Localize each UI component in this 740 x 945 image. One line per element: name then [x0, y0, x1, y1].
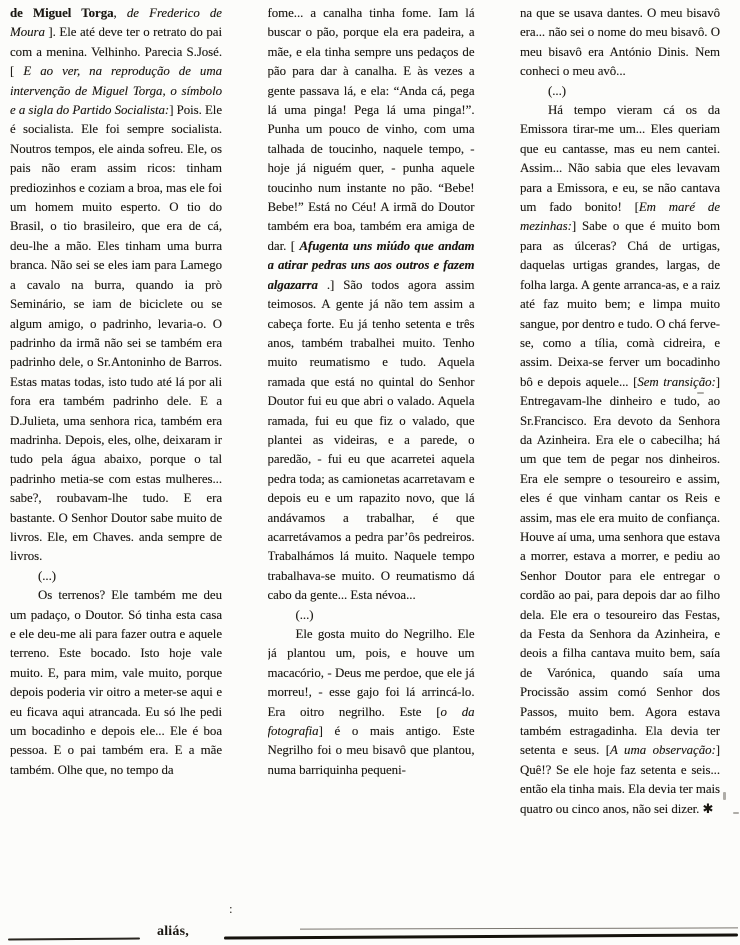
text-run-normal: (...) — [548, 83, 567, 98]
stray-colon-mark: : — [229, 901, 233, 916]
text-run-italic: de Frederico de Moura — [10, 6, 222, 40]
paragraph — [10, 4, 222, 567]
text-run-normal: na que se usava dantes. O meu bisavô era... não sei o nome do meu bisavô. O meu bisavô era António Dinis. Nem conheci o meu avô... — [520, 6, 720, 79]
text-run-normal: Os terrenos? Ele também me deu um padaço, o Doutor. Só tinha esta casa e ele deu-me ali para fazer outra e aquele terreno. Este bocado. Isto hoje vale muito. E, para mim, vale muito, porque depois poderia vir oitro a meter-se aqui e eu ficava aqui atrancada. Eu só lhe pedi um bocadinho e depois ele... Ele é boa pessoa. E o pai também era. E a mãe também. Olhe que, no tempo da — [10, 588, 222, 777]
text-run-italic: Sem transição: — [637, 374, 716, 389]
paragraph — [520, 82, 720, 101]
text-run-normal: Ele gosta muito do Negrilho. Ele já plantou um, pois, e houve um macacório, - Deus me perdoe, que ele já morreu!, - esse gajo foi lá arrincá-lo. Era oitro negrilho. Este [ — [267, 627, 475, 719]
footer-thin-rule — [300, 927, 738, 929]
text-run-bolditalic: Afugenta uns miúdo que andam a atirar pedras uns aos outros e fazem algazarra — [267, 238, 475, 292]
text-column-3 — [520, 4, 720, 916]
scan-speck — [723, 792, 726, 800]
text-run-normal: Há tempo vieram cá os da Emissora tirar-me um... Eles queriam que eu cantasse, mas eu nem cantei. Assim... Não sabia que eles levavam para a Emissora, e eu, se não cantava um fado bonito! [ — [520, 103, 720, 215]
text-run-italic: A uma observação: — [609, 743, 716, 758]
text-run-normal: , — [113, 6, 127, 20]
scan-speck — [733, 812, 739, 814]
text-run-italic: o da fotografia — [267, 704, 475, 739]
paragraph — [268, 606, 475, 625]
footer-label: aliás, — [157, 924, 189, 939]
text-column-2 — [268, 4, 475, 916]
footer-short-rule — [8, 938, 140, 941]
text-run-normal: .] São todos agora assim teimosos. A gente já não tem assim a cabeça forte. Eu já tenho setenta e três anos, também trabalhei muito. Tenho muito reumatismo e tudo. Aquela ramada que está no quintal do Senhor Doutor fui eu que abri o valado. Aquela ramada, fui eu que fiz o valado, que plantei as videiras, e a parede, o paredão, - fui eu que acarretei aquela pedra toda; as camionetas acarretavam e depois eu e um rapazito novo, que lá andávamos a trabalhar, é que acarretávamos a pedra par’ôs pedreiros. Trabalhámos lá muito. Naquele tempo trabalhava-se muito. O reumatismo dá cabo da gente... Esta névoa... — [267, 277, 475, 603]
text-run-bold: de Miguel Torga — [10, 6, 114, 20]
text-run-italic: E ao ver, na reprodução de uma intervenção de Miguel Torga, o símbolo e a sigla do Partido Socialista: — [10, 64, 222, 118]
footer-long-rule — [224, 933, 738, 939]
text-run-normal: ] Sabe o que é muito bom para as úlceras? Chá de urtigas, daquelas urtigas grandes, largas, de folha larga. A gente arranca-as, e a raiz até faz muito bem; e limpa muito sangue, por dentro e tudo. O chá ferve-se, como a tília, comà cidreira, e assim. Deixa-se ferver um bocadinho bô e depois aquele... [ — [520, 219, 720, 389]
paragraph — [520, 101, 720, 819]
paragraph — [268, 4, 475, 606]
text-run-normal: ]. Ele até deve ter o retrato do pai com a menina. Velhinho. Parecia S.José. [ — [10, 25, 222, 79]
text-run-italic: Em maré de mezinhas: — [520, 200, 720, 234]
text-run-normal: (...) — [38, 568, 57, 583]
text-run-normal: (...) — [295, 607, 314, 622]
text-columns — [10, 4, 720, 916]
text-run-normal: ] Quê!? Se ele hoje faz setenta e seis... então ela tinha mais. Ela devia ter mais quatro ou cinco anos, não sei dizer. ✱ — [520, 743, 720, 816]
text-run-normal: ] é o mais antigo. Este Negrilho foi o meu bisavô que plantou, numa barriquinha pequeni- — [267, 724, 475, 777]
text-run-normal: fome... a canalha tinha fome. Iam lá buscar o pão, porque ela era padeira, a mãe, e ela tinha sempre uns pedaços de pão para dar à canalha. E às vezes a gente passava lá, e ela: “Anda cá, pega lá uma pinga! Pega lá uma pinga!”. Punha um pouco de vinho, com uma talhada de toucinho, naquele tempo, - hoje já niguém quer, - punha aquele toucinho num instante no pão. “Bebe! Bebe!” Está no Céu! A irmã do Doutor também era boa, também era amiga de dar. [ — [267, 6, 475, 253]
text-run-normal: ] Entregavam-lhe dinheiro e tudo, ao Sr.Francisco. Era devoto da Senhora da Azinheira. Era ele o cabecilha; há um que tem de pegar nos dinheiros. Era ele sempre o tesoureiro e assim, eles é que vinham cantar os Reis e assim, mas ele era muito de confiança. Houve aí uma, uma senhora que estava a morrer, estava a morrer, e pediu ao Senhor Doutor para ele entregar o cordão ao pai, para depois dar ao filho dela. Ele era o tesoureiro das Festas, da Festa da Senhora da Azinheira, e deois a filha cantava muito bem, saía de Varónica, quando saía uma Procissão assim comó Senhor dos Passos, muito bem. Agora estava também estragadinha. Ela devia ter setenta e seus. [ — [520, 374, 720, 758]
text-run-normal: ] Pois. Ele é socialista. Ele foi sempre socialista. Noutros tempos, ele ainda sofreu. Ele, os pais não eram assim ricos: tinham prediozinhos e coziam a broa, mas ele foi um homem muito esperto. O tio do Brasil, o tio brasileiro, que era de cá, deu-lhe a mão. Eles tinham uma burra branca. Não sei se eles iam para Lamego a cavalo na burra, quando ia prò Seminário, se iam de biciclete ou se algum amigo, o padrinho, levaria-o. O padrinho da irmã não sei se também era padrinho dele, o Sr.Antoninho de Barros. Estas matas todas, isto tudo até lá por ali fora era também padrinho dele. E a D.Julieta, uma senhora rica, também era madrinha. Depois, eles, olhe, deixaram ir tudo pela água abaixo, porque o tal padrinho metia-se com estas mulheres... sabe?, roubavam-lhe tudo. E era bastante. O Senhor Doutor sabe muito de livros. Ele, em Chaves. anda sempre de livros. — [10, 103, 222, 564]
paragraph — [268, 625, 475, 780]
paragraph — [10, 586, 222, 780]
paragraph — [520, 4, 720, 82]
text-column-1 — [10, 4, 222, 916]
paragraph — [10, 567, 222, 586]
scan-speck — [697, 392, 704, 394]
